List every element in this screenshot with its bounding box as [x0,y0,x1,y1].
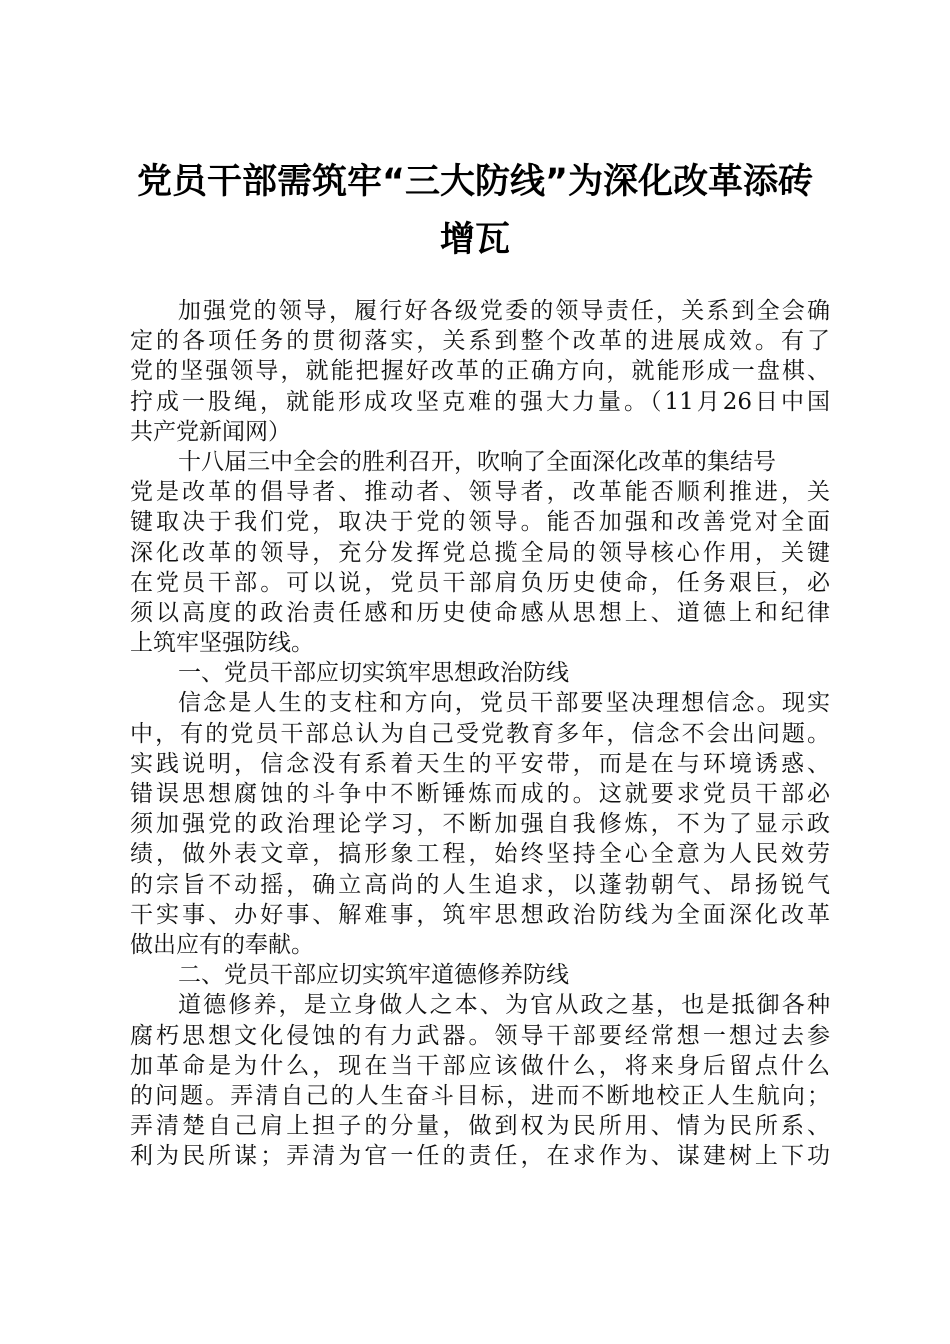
body-line: 十八届三中全会的胜利召开，吹响了全面深化改革的集结号 [178,448,776,475]
body-line: 实践说明，信念没有系着天生的平安带，而是在与环境诱惑、 [130,750,830,777]
section-heading: 一、党员干部应切实筑牢思想政治防线 [178,660,569,687]
body-line: 做出应有的奉献。 [130,931,314,958]
document-title-line-2: 增瓦 [439,220,510,260]
body-line: 绩，做外表文章，搞形象工程，始终坚持全心全意为人民效劳 [130,841,830,868]
body-line: 干实事、办好事、解难事，筑牢思想政治防线为全面深化改革 [130,901,830,928]
body-line: 利为民所谋；弄清为官一任的责任，在求作为、谋建树上下功 [130,1143,830,1170]
section-heading: 二、党员干部应切实筑牢道德修养防线 [178,962,569,989]
body-line: 共产党新闻网） [130,418,291,445]
body-line: 深化改革的领导，充分发挥党总揽全局的领导核心作用，关键 [130,539,830,566]
body-line: 加革命是为什么，现在当干部应该做什么，将来身后留点什么 [130,1052,830,1079]
body-line: 定的各项任务的贯彻落实，关系到整个改革的进展成效。有了 [130,328,830,355]
body-line: 道德修养，是立身做人之本、为官从政之基，也是抵御各种 [178,992,830,1019]
body-line: 加强党的领导，履行好各级党委的领导责任，关系到全会确 [178,298,830,324]
body-line: 键取决于我们党，取决于党的领导。能否加强和改善党对全面 [130,509,830,536]
body-line: 党的坚强领导，就能把握好改革的正确方向，就能形成一盘棋、 [130,358,830,385]
body-line: 上筑牢坚强防线。 [130,630,314,657]
body-line: 须以高度的政治责任感和历史使命感从思想上、道德上和纪律 [130,599,830,626]
body-line: 的问题。弄清自己的人生奋斗目标，进而不断地校正人生航向； [130,1082,830,1109]
body-line: 信念是人生的支柱和方向，党员干部要坚决理想信念。现实 [178,690,830,717]
body-line: 弄清楚自己肩上担子的分量，做到权为民所用、情为民所系、 [130,1113,830,1140]
body-line: 的宗旨不动摇，确立高尚的人生追求，以蓬勃朝气、昂扬锐气 [130,871,830,898]
body-line: 中，有的党员干部总认为自己受党教育多年，信念不会出问题。 [130,720,830,747]
body-line: 须加强党的政治理论学习，不断加强自我修炼，不为了显示政 [130,811,830,838]
body-line: 错误思想腐蚀的斗争中不断锤炼而成的。这就要求党员干部必 [130,781,830,807]
body-line: 拧成一股绳，就能形成攻坚克难的强大力量。（11月26日中国 [130,388,830,415]
document-title-line-1: 党员干部需筑牢“三大防线”为深化改革添砖 [136,162,813,202]
body-line: 在党员干部。可以说，党员干部肩负历史使命，任务艰巨，必 [130,569,830,596]
document-body [130,296,830,1171]
body-line: 党是改革的倡导者、推动者、领导者，改革能否顺利推进，关 [130,479,830,506]
body-line: 腐朽思想文化侵蚀的有力武器。领导干部要经常想一想过去参 [130,1022,830,1049]
